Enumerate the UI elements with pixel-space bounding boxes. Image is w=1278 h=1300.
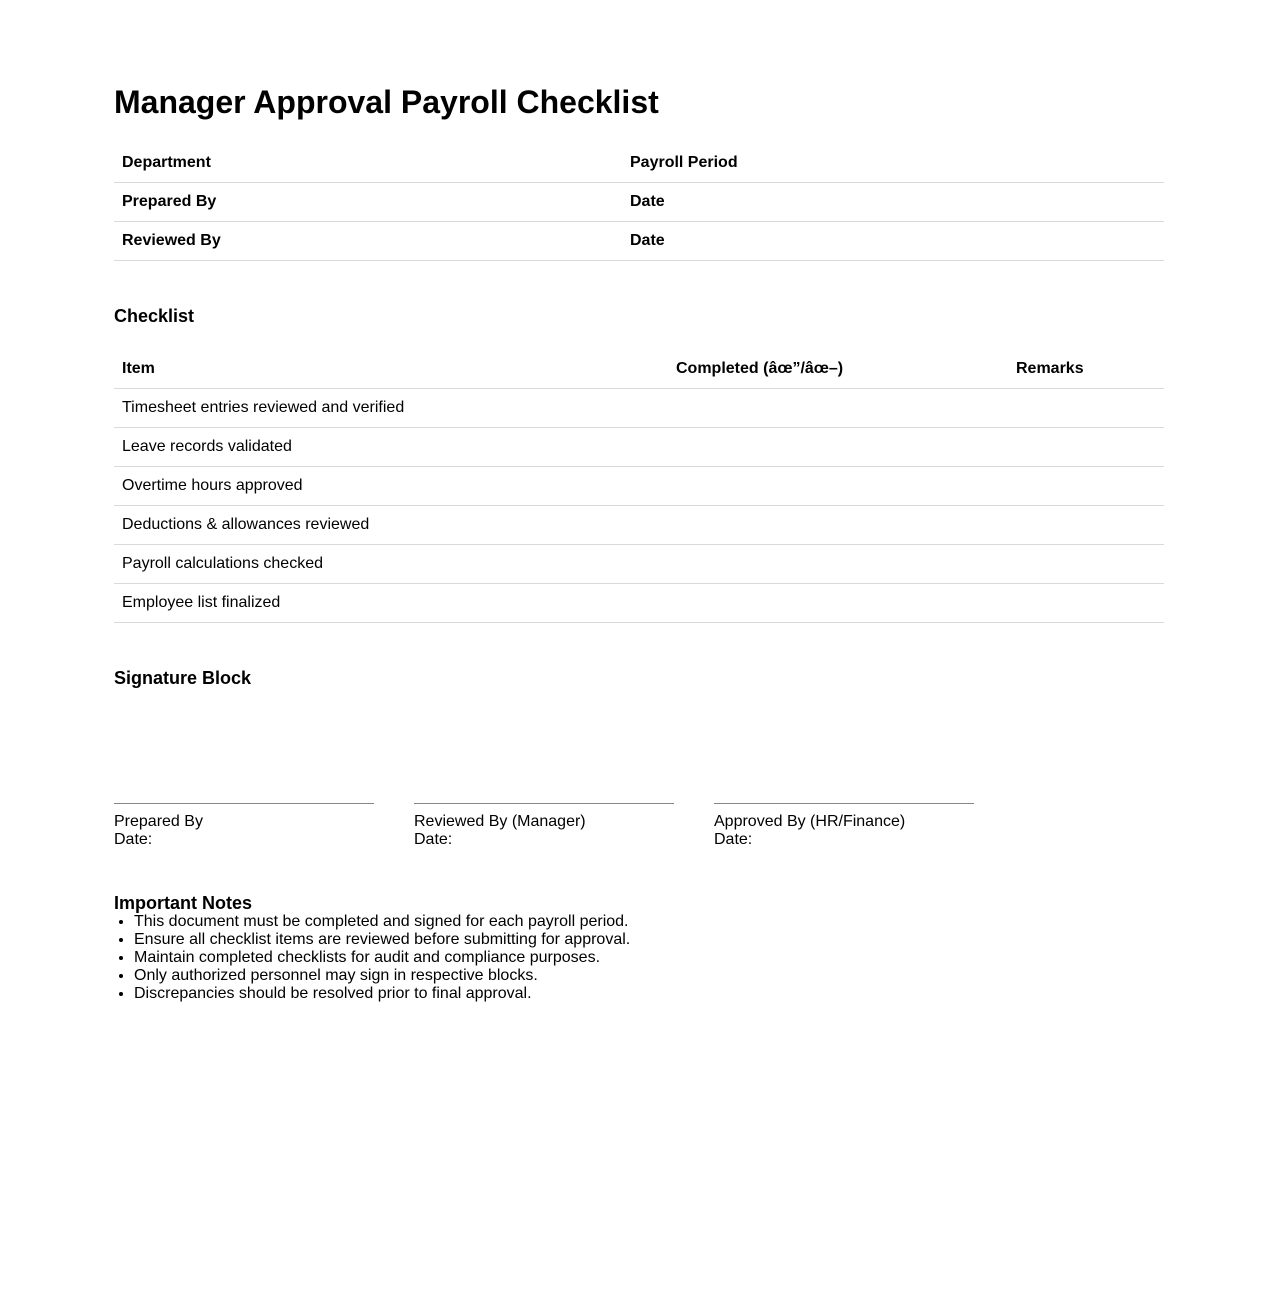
checklist-item-label: Leave records validated (114, 428, 668, 467)
checklist-item-label: Deductions & allowances reviewed (114, 506, 668, 545)
prepared-date-label: Date (622, 183, 1164, 222)
completed-cell[interactable] (668, 584, 1008, 623)
completed-cell[interactable] (668, 389, 1008, 428)
page-title: Manager Approval Payroll Checklist (114, 84, 659, 120)
signature-line[interactable] (714, 803, 974, 804)
signature-label: Prepared By (114, 813, 203, 830)
department-label: Department (114, 144, 622, 183)
important-notes (114, 893, 630, 1003)
list-item: • Discrepancies should be resolved prior to final approval. (134, 985, 630, 1003)
checklist-item-label: Payroll calculations checked (114, 545, 668, 584)
signature-date-label: Date: (714, 831, 753, 848)
checklist-item-label: Employee list finalized (114, 584, 668, 623)
table-row (114, 428, 1164, 467)
remarks-cell[interactable] (1008, 545, 1164, 584)
signature-heading: Signature Block (114, 668, 252, 688)
column-header-remarks: Remarks (1008, 350, 1164, 389)
table-row (114, 584, 1164, 623)
reviewed-by-label: Reviewed By (114, 222, 622, 261)
remarks-cell[interactable] (1008, 467, 1164, 506)
payroll-period-label: Payroll Period (622, 144, 1164, 183)
list-item: • Only authorized personnel may sign in respective blocks. (134, 967, 630, 985)
remarks-cell[interactable] (1008, 428, 1164, 467)
completed-cell[interactable] (668, 545, 1008, 584)
column-header-item: Item (114, 350, 668, 389)
signature-line[interactable] (414, 803, 674, 804)
signature-date-label: Date: (114, 831, 153, 848)
column-header-completed: Completed (âœ”/âœ–) (668, 350, 1008, 389)
checklist-header-row (114, 350, 1164, 389)
checklist-item-label: Timesheet entries reviewed and verified (114, 389, 668, 428)
signature-label: Approved By (HR/Finance) (714, 813, 906, 830)
signature-block-prepared (114, 803, 374, 849)
remarks-cell[interactable] (1008, 389, 1164, 428)
completed-cell[interactable] (668, 428, 1008, 467)
prepared-by-label: Prepared By (114, 183, 622, 222)
list-item: • This document must be completed and signed for each payroll period. (134, 913, 630, 931)
signature-block-approved (714, 803, 974, 849)
checklist-table (114, 350, 1164, 623)
signature-date-label: Date: (414, 831, 453, 848)
checklist-item-label: Overtime hours approved (114, 467, 668, 506)
table-row (114, 545, 1164, 584)
list-item: • Ensure all checklist items are reviewed before submitting for approval. (134, 931, 630, 949)
completed-cell[interactable] (668, 467, 1008, 506)
table-row (114, 389, 1164, 428)
info-row-department (114, 144, 1164, 183)
table-row (114, 506, 1164, 545)
signature-block-reviewed (414, 803, 674, 849)
info-row-reviewed-by (114, 222, 1164, 261)
list-item: • Maintain completed checklists for audit and compliance purposes. (134, 949, 630, 967)
reviewed-date-label: Date (622, 222, 1164, 261)
info-row-prepared-by (114, 183, 1164, 222)
notes-heading: Important Notes (114, 893, 253, 913)
signature-label: Reviewed By (Manager) (414, 813, 586, 830)
checklist-heading: Checklist (114, 306, 195, 326)
signature-line[interactable] (114, 803, 374, 804)
remarks-cell[interactable] (1008, 584, 1164, 623)
notes-list (114, 913, 630, 1003)
info-table (114, 144, 1164, 261)
completed-cell[interactable] (668, 506, 1008, 545)
table-row (114, 467, 1164, 506)
remarks-cell[interactable] (1008, 506, 1164, 545)
